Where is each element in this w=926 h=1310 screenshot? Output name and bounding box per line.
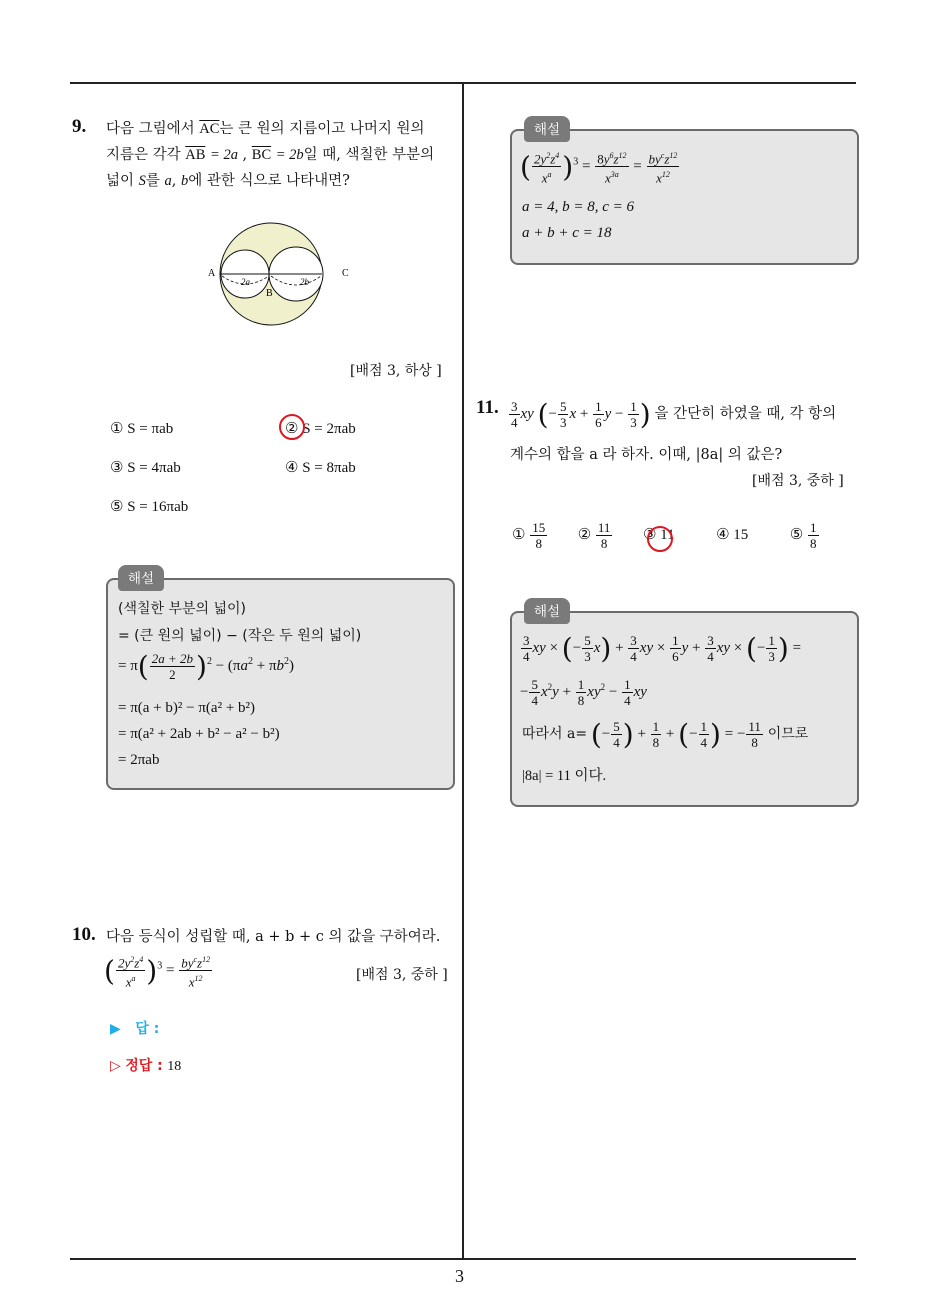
q10-solution-tag: 해설 bbox=[524, 116, 570, 142]
q11-solution-tag: 해설 bbox=[524, 598, 570, 624]
q11-choice-3-value: 11 bbox=[660, 526, 675, 543]
q11-sol-text-b: 이므로 bbox=[767, 725, 809, 742]
correct-label: 정답 : bbox=[125, 1058, 163, 1074]
q11-stem-tail: 을 간단히 하였을 때, 각 항의 bbox=[654, 405, 837, 422]
q11-sol-line4: |8a| = 11 이다. bbox=[522, 768, 607, 784]
label-2b: 2b bbox=[300, 277, 309, 287]
q9-sol-line2: = (큰 원의 넓이) − (작은 두 원의 넓이) bbox=[118, 628, 362, 644]
q11-sol-text-a: 따라서 a= bbox=[522, 725, 588, 742]
bottom-rule bbox=[70, 1258, 856, 1260]
page-number: 3 bbox=[455, 1266, 464, 1286]
q9-number: 9. bbox=[72, 116, 87, 137]
q11-sol-line2: − $\frac{5}{4}$ $x^2y$ + $\frac{1}{8}$ $xy^2$ − $\frac{1}{4}$ xy bbox=[520, 677, 647, 708]
q9-choice-1[interactable]: ① S = πab bbox=[110, 421, 174, 437]
label-2a: 2a bbox=[241, 277, 250, 287]
q10-equation: ( $\frac{2y^2z^4}{x^a}$ )$^3$ = $\frac{by^cz^{12}}{x^{12}}$ bbox=[104, 952, 213, 990]
label-A: A bbox=[208, 268, 216, 279]
q11-choice-1-value: $\frac{15}{8}$ bbox=[532, 520, 546, 551]
q9-sol-line4: = π(a + b)² − π(a² + b²) bbox=[118, 700, 256, 716]
q10-sol-line1: ( $\frac{2y^2z^4}{x^a}$ )$^3$ = $\frac{8y^6z^{12}}{x^{3a}}$ = $\frac{by^cz^{12}}{x^{12}}$ bbox=[520, 148, 680, 186]
q11-answer-mark bbox=[647, 526, 673, 552]
correct-value: 18 bbox=[167, 1059, 182, 1074]
q11-choice-1[interactable]: ① bbox=[512, 524, 526, 543]
q9-sol-line3: = π( $\frac{2a + 2b}{2}$ )$^2 - (\pi a^2 + \pi b^2)$ bbox=[118, 650, 295, 683]
q11-choice-3[interactable]: ③ bbox=[642, 524, 657, 543]
q10-number: 10. bbox=[72, 924, 96, 945]
q9-choice-3[interactable]: ③ S = 4πab bbox=[110, 460, 181, 476]
q10-score: [배점 3, 중하 ] bbox=[356, 967, 448, 983]
q9-stem: 다음 그림에서 $\overline{AC}$는 큰 원의 지름이고 나머지 원의 지름은 각각 $\overline{AB} = 2a$ , $\overline{BC} = 2b$일 때, 색칠한 부분의 넓이 S를 a, b에 관한 식으로 나타내면? bbox=[106, 121, 435, 189]
label-B: B bbox=[266, 288, 273, 299]
q11-sol-line3: 따라서 a= (− $\frac{5}{4}$ ) + $\frac{1}{8}$ + (− $\frac{1}{4}$ ) = − $\frac{11}{8}$ 이므로 bbox=[522, 718, 809, 751]
q11-choice-2[interactable]: ② bbox=[577, 524, 592, 543]
q11-choice-2-value: $\frac{11}{8}$ bbox=[597, 520, 611, 551]
q10-sol-line3: a + b + c = 18 bbox=[522, 225, 612, 241]
q9-choice-2[interactable]: ② S = 2πab bbox=[285, 421, 356, 437]
q10-stem: 다음 등식이 성립할 때, a + b + c 의 값을 구하여라. bbox=[106, 929, 441, 945]
q9-sol-line6: = 2πab bbox=[118, 752, 160, 768]
q9-sol-line1: (색칠한 부분의 넓이) bbox=[118, 601, 247, 617]
q10-answer-row bbox=[110, 1018, 159, 1038]
hollow-play-icon: ▷ bbox=[110, 1058, 121, 1074]
q10-sol-line2: a = 4, b = 8, c = 6 bbox=[522, 199, 635, 215]
play-icon: ▶ bbox=[110, 1021, 121, 1037]
q11-number: 11. bbox=[476, 397, 499, 418]
q11-stem-line1: $\frac{3}{4}$ xy (− $\frac{5}{3}$ x + $\frac{1}{6}$ y − $\frac{1}{3}$ ) 을 간단히 하였을 때, 각 항의 bbox=[511, 398, 837, 431]
q11-score: [배점 3, 중하 ] bbox=[752, 473, 844, 489]
q11-stem-line2: 계수의 합을 a 라 하자. 이때, |8a| 의 값은? bbox=[510, 447, 783, 463]
q11-choice-4-value: 15 bbox=[733, 526, 749, 543]
label-C: C bbox=[342, 268, 349, 279]
q11-sol-line1: $\frac{3}{4}$ xy × (− $\frac{5}{3}$ x) + $\frac{3}{4}$ xy × $\frac{1}{6}$ y + $\frac{3}{4}$ xy × (− $\frac{1}{3}$ ) = bbox=[523, 632, 802, 665]
q11-choice-5[interactable]: ⑤ bbox=[789, 524, 804, 543]
q9-score: [배점 3, 하상 ] bbox=[350, 363, 442, 379]
q9-choice-4[interactable]: ④ S = 8πab bbox=[285, 460, 356, 476]
q10-correct-row bbox=[110, 1055, 181, 1075]
q9-answer-mark bbox=[279, 414, 305, 440]
q9-choice-5[interactable]: ⑤ S = 16πab bbox=[110, 499, 189, 515]
column-divider bbox=[462, 82, 464, 1260]
q11-choice-5-value: $\frac{1}{8}$ bbox=[810, 520, 817, 551]
q9-circle-figure bbox=[200, 208, 360, 340]
q9-solution-tag: 해설 bbox=[118, 565, 164, 591]
answer-label: 답 : bbox=[135, 1021, 160, 1037]
q9-sol-line5: = π(a² + 2ab + b² − a² − b²) bbox=[118, 726, 280, 742]
q11-choice-4[interactable]: ④ bbox=[716, 524, 730, 543]
